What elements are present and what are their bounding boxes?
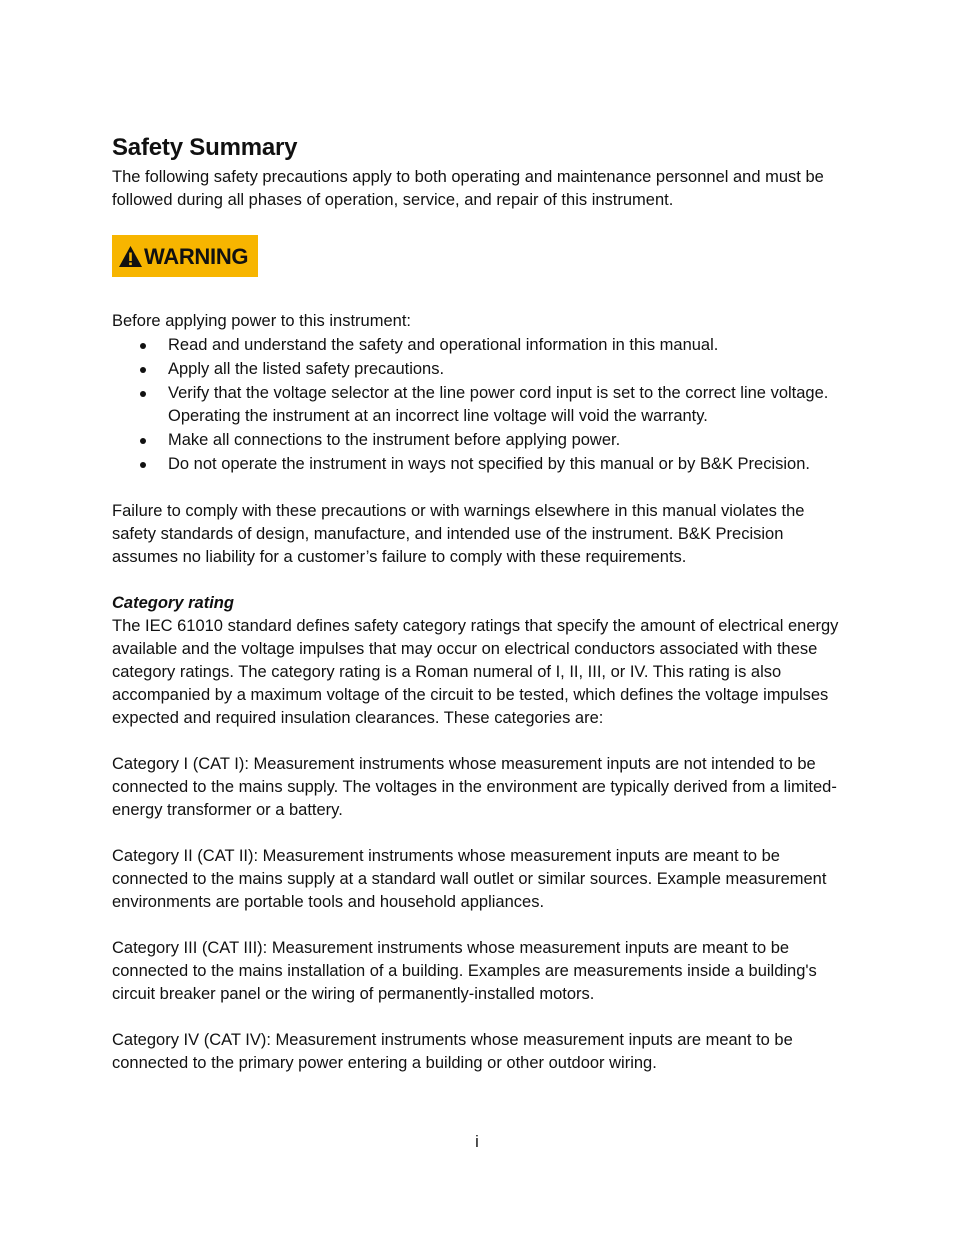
warning-label: WARNING <box>144 243 249 269</box>
document-page <box>112 132 846 1075</box>
bullet-icon <box>140 367 146 373</box>
list-item: Read and understand the safety and operational information in this manual. <box>112 334 846 357</box>
page-title: Safety Summary <box>112 134 298 161</box>
category-2-paragraph: Category II (CAT II): Measurement instruments whose measurement inputs are meant to be connected to the mains supply at a standard wall outlet or similar sources. Example measurement environments are portable tools and household appliances. <box>112 847 827 911</box>
warning-triangle-icon <box>118 245 143 268</box>
bullet-icon <box>140 438 146 444</box>
category-heading: Category rating <box>112 594 234 612</box>
list-item: Apply all the listed safety precautions. <box>112 358 846 381</box>
warning-badge <box>112 235 258 277</box>
category-1-paragraph: Category I (CAT I): Measurement instruments whose measurement inputs are not intended to be connected to the mains supply. The voltages in the environment are typically derived from a limited-energy transformer or a battery. <box>112 755 837 819</box>
bullet-icon <box>140 462 146 468</box>
category-4-paragraph: Category IV (CAT IV): Measurement instruments whose measurement inputs are meant to be connected to the primary power entering a building or other outdoor wiring. <box>112 1031 793 1072</box>
list-item: Make all connections to the instrument before applying power. <box>112 429 846 452</box>
intro-paragraph: The following safety precautions apply to both operating and maintenance personnel and must be followed during all phases of operation, service, and repair of this instrument. <box>112 168 824 209</box>
bullet-icon <box>140 343 146 349</box>
category-intro-paragraph: The IEC 61010 standard defines safety category ratings that specify the amount of electrical energy available and the voltage impulses that may occur on electrical conductors associated with these category ratings. The category rating is a Roman numeral of I, II, III, or IV. This rating is also accompanied by a maximum voltage of the circuit to be tested, which defines the voltage impulses expected and required insulation clearances. These categories are: <box>112 617 839 727</box>
failure-paragraph: Failure to comply with these precautions or with warnings elsewhere in this manual violates the safety standards of design, manufacture, and intended use of the instrument. B&K Precision assumes no liability for a customer’s failure to comply with these requirements. <box>112 502 805 566</box>
before-power-text: Before applying power to this instrument: <box>112 312 411 330</box>
bullet-icon <box>140 391 146 397</box>
page-number: i <box>475 1133 479 1151</box>
list-item: Verify that the voltage selector at the line power cord input is set to the correct line voltage. Operating the instrument at an incorrect line voltage will void the warranty. <box>112 382 846 428</box>
list-item: Do not operate the instrument in ways not specified by this manual or by B&K Precision. <box>112 453 846 476</box>
category-3-paragraph: Category III (CAT III): Measurement instruments whose measurement inputs are meant to be connected to the mains installation of a building. Examples are measurements inside a building's circuit breaker panel or the wiring of permanently-installed motors. <box>112 939 817 1003</box>
precaution-list <box>112 334 846 476</box>
